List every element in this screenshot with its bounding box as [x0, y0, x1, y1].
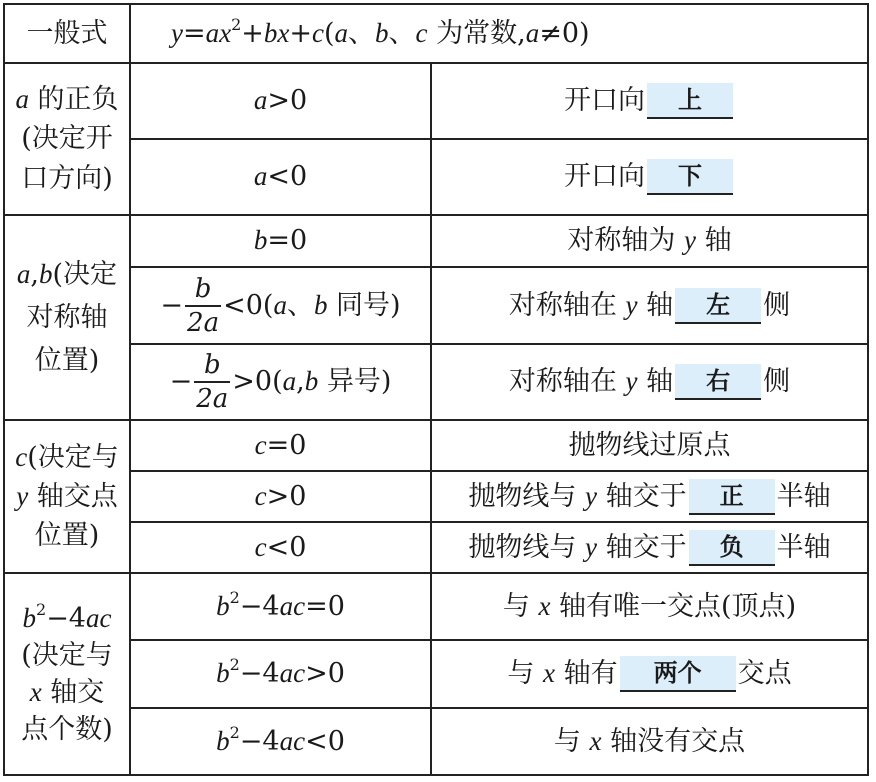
- answer-blank[interactable]: 下: [647, 159, 733, 195]
- condition-cell: − $\frac{b}{2a}$ <0(a、b 同号): [160, 273, 401, 338]
- condition-cell: $b^2-4ac<0$: [216, 722, 345, 757]
- group-label-line: 点个数): [21, 714, 113, 746]
- result-prefix: 开口向: [564, 85, 645, 117]
- result-prefix: 开口向: [564, 161, 645, 193]
- result-cell: 抛物线与 y 轴交于 正 半轴: [432, 472, 867, 521]
- group-label-axis: [5, 216, 129, 419]
- group-label-line: x 轴交: [29, 677, 105, 708]
- result-cell: [432, 140, 867, 214]
- group-label-line: 对称轴: [26, 301, 108, 333]
- condition-cell: b=0: [253, 225, 308, 257]
- result-prefix: 抛物线过原点: [568, 429, 731, 461]
- result-cell: 与 x 轴有唯一交点(顶点): [502, 590, 797, 622]
- result-cell: 对称轴在 y 轴 左 侧: [432, 268, 867, 343]
- group-label-line: 口方向): [21, 162, 113, 194]
- condition-cell: a>0: [253, 85, 308, 117]
- answer-blank[interactable]: 负: [689, 530, 775, 566]
- group-label-a-sign: [5, 64, 129, 214]
- result-cell: 抛物线与 y 轴交于 负 半轴: [432, 523, 867, 572]
- quadratic-properties-table: [3, 3, 869, 776]
- header-label: 一般式: [26, 17, 108, 49]
- group-label-line: 位置): [34, 520, 100, 552]
- group-label-line: c(决定与: [15, 441, 119, 473]
- condition-cell: − $\frac{b}{2a}$ >0(a,b 异号): [169, 350, 392, 414]
- answer-blank[interactable]: 上: [647, 83, 733, 119]
- result-cell: 对称轴在 y 轴 右 侧: [432, 345, 867, 419]
- fraction-numerator: b: [203, 350, 221, 380]
- result-cell: [432, 64, 867, 138]
- general-formula: $y=ax^2+bx+c(a$、b、c 为常数,a≠0): [171, 14, 590, 49]
- group-label-line: 位置): [34, 345, 100, 377]
- result-suffix: 侧: [763, 366, 791, 398]
- condition-cell: $b^2-4ac=0$: [216, 587, 345, 622]
- result-suffix: 交点: [737, 658, 792, 690]
- condition-cell: c<0: [254, 531, 307, 563]
- group-label-discriminant: [5, 574, 129, 774]
- result-cell: 对称轴为 y 轴: [567, 225, 732, 257]
- fraction: [185, 273, 221, 339]
- result-cell: [432, 421, 867, 470]
- group-label-line: a,b(决定: [16, 258, 118, 290]
- answer-blank[interactable]: 正: [689, 479, 775, 515]
- result-cell: 与 x 轴有 两个 交点: [432, 641, 867, 707]
- condition-cell: c=0: [254, 429, 307, 461]
- table-border-bottom: [3, 774, 869, 776]
- result-cell: 与 x 轴没有交点: [553, 725, 746, 757]
- group-label-c: [5, 421, 129, 572]
- answer-blank[interactable]: 两个: [620, 656, 736, 692]
- group-label-line: $b^2-4ac$: [22, 599, 112, 634]
- answer-blank[interactable]: 左: [675, 288, 761, 324]
- group-label-line: (决定开: [21, 123, 113, 155]
- condition-cell: c>0: [254, 480, 307, 512]
- result-suffix: 半轴: [776, 480, 831, 512]
- fraction-denominator: 2a: [187, 307, 220, 338]
- table-border-right: [867, 3, 869, 776]
- fraction-numerator: b: [194, 273, 212, 304]
- answer-blank[interactable]: 右: [675, 364, 761, 400]
- group-label-line: y 轴交点: [16, 480, 118, 512]
- condition-cell: $b^2-4ac>0$: [216, 655, 345, 690]
- result-suffix: 侧: [763, 289, 791, 321]
- group-label-line: a 的正负: [15, 84, 119, 116]
- fraction: [194, 349, 230, 415]
- condition-cell: a<0: [253, 161, 308, 193]
- fraction-denominator: 2a: [196, 384, 229, 414]
- group-label-line: (决定与: [21, 639, 113, 671]
- result-suffix: 半轴: [776, 531, 831, 563]
